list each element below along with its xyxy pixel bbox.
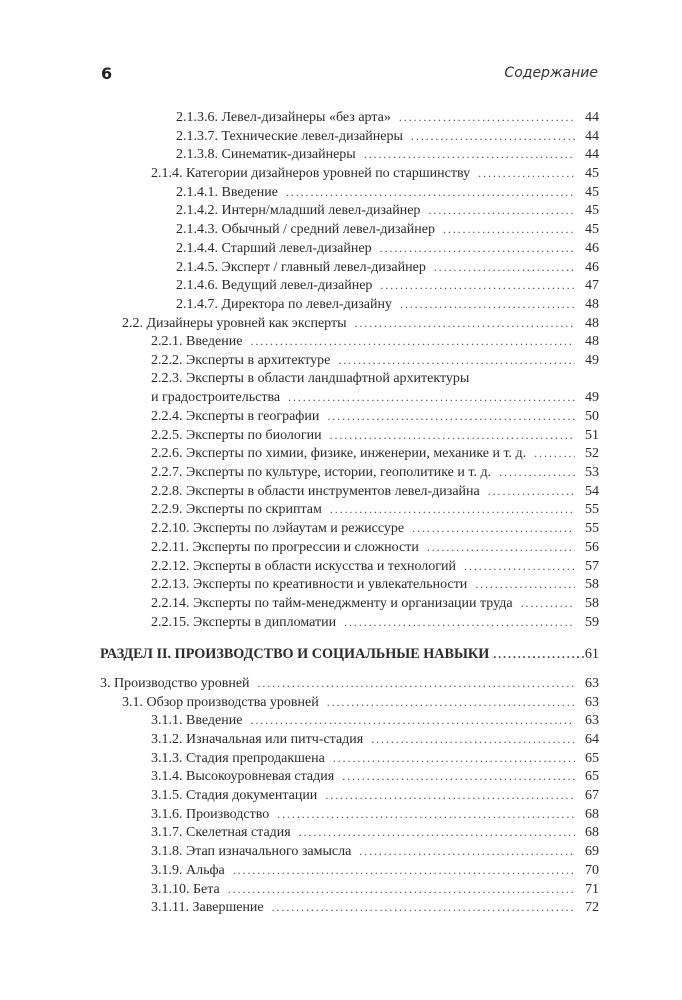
dot-leader <box>464 557 575 576</box>
toc-entry-title: 2.1.4.6. Ведущий левел-дизайнер <box>176 278 373 294</box>
toc-entry-page: 45 <box>585 203 599 219</box>
toc-entry-title: 2.2.8. Эксперты в области инструментов левел-дизайна <box>151 483 480 499</box>
dot-leader <box>400 295 575 314</box>
toc-entry-page: 63 <box>585 713 599 729</box>
toc-entry[interactable] <box>100 108 599 127</box>
toc-entry-title: 2.2.9. Эксперты по скриптам <box>151 502 322 518</box>
toc-entry[interactable] <box>100 500 599 519</box>
toc-entry[interactable] <box>100 767 599 786</box>
dot-leader <box>288 388 575 407</box>
dot-leader <box>380 239 575 258</box>
page-number: 6 <box>101 64 113 83</box>
toc-entry-title: 2.1.4.3. Обычный / средний левел-дизайнер <box>176 222 435 238</box>
dot-leader <box>443 220 575 239</box>
toc-entry-title: 3.1.10. Бета <box>151 881 220 897</box>
toc-entry-title: 2.2.11. Эксперты по прогрессии и сложности <box>151 539 419 555</box>
toc-entry[interactable] <box>100 426 599 445</box>
toc-entry-title: 3.1.3. Стадия препродакшена <box>151 750 325 766</box>
toc-entry-title: 2.2.12. Эксперты в области искусства и технологий <box>151 558 457 574</box>
dot-leader <box>488 482 575 501</box>
toc-entry-title: 2.2.14. Эксперты по тайм-менеджменту и организации труда <box>151 595 513 611</box>
toc-entry[interactable] <box>100 145 599 164</box>
dot-leader <box>478 164 575 183</box>
dot-leader <box>233 861 575 880</box>
toc-entry[interactable] <box>100 295 599 314</box>
toc-entry[interactable] <box>100 444 599 463</box>
toc-entry-page: 44 <box>585 110 599 125</box>
toc-entry-title: 3.1.11. Завершение <box>151 900 264 916</box>
toc-entry-title: 3.1.8. Этап изначального замысла <box>151 844 352 860</box>
toc-entry-page: 51 <box>585 427 599 443</box>
toc-entry-page: 44 <box>585 128 599 144</box>
running-head: Содержание <box>504 65 598 81</box>
toc-entry-page: 50 <box>585 409 599 424</box>
toc-entry[interactable] <box>100 749 599 768</box>
dot-leader <box>428 201 575 220</box>
dot-leader <box>534 444 575 463</box>
toc-entry-title: 3.1.6. Производство <box>151 806 270 822</box>
section-page: 61 <box>584 646 599 663</box>
toc-entry-title: 2.2.7. Эксперты по культуре, истории, геополитике и т. д. <box>151 465 492 481</box>
toc-entry-title: 2.2.6. Эксперты по химии, физике, инженерии, механике и т. д. <box>151 446 527 462</box>
toc-entry-title: 2.1.4.5. Эксперт / главный левел-дизайнер <box>176 259 426 275</box>
dot-leader <box>342 767 575 786</box>
dot-leader <box>327 407 575 426</box>
dot-leader <box>277 805 575 824</box>
toc-entry[interactable] <box>100 351 599 370</box>
toc-entry-title: 2.1.4.4. Старший левел-дизайнер <box>176 240 372 256</box>
toc-entry-title: 2.2.4. Эксперты в географии <box>151 409 320 424</box>
dot-leader <box>250 332 575 351</box>
toc-section-heading[interactable] <box>100 645 599 664</box>
toc-entry-title: 3.1.1. Введение <box>151 713 243 729</box>
toc-entry-page: 55 <box>585 502 599 518</box>
dot-leader <box>355 314 575 333</box>
toc-entry-page: 58 <box>585 595 599 611</box>
section-title: РАЗДЕЛ II. ПРОИЗВОДСТВО И СОЦИАЛЬНЫЕ НАВЫКИ <box>100 646 490 663</box>
toc-entry[interactable] <box>100 730 599 749</box>
toc-entry-page: 54 <box>585 483 599 499</box>
toc-entry-title: 2.1.3.6. Левел-дизайнеры «без арта» <box>176 110 391 125</box>
dot-leader <box>399 108 575 127</box>
toc-entry-page: 46 <box>585 240 599 256</box>
toc-entry[interactable] <box>100 823 599 842</box>
dot-leader <box>327 693 575 712</box>
toc-entry-page: 69 <box>585 844 599 860</box>
toc-entry-page: 55 <box>585 521 599 537</box>
toc-group-chapter-3 <box>100 674 599 917</box>
toc-entry[interactable] <box>100 258 599 277</box>
toc-entry-row <box>100 388 599 407</box>
toc-entry[interactable] <box>100 557 599 576</box>
dot-leader <box>250 711 575 730</box>
toc-entry-page: 45 <box>585 222 599 238</box>
toc-entry-title: 2.2.1. Введение <box>151 334 243 350</box>
dot-leader <box>371 730 575 749</box>
toc-entry[interactable] <box>100 880 599 899</box>
toc-entry-title: 2.1.4.7. Директора по левел-дизайну <box>176 296 392 312</box>
toc-entry[interactable] <box>100 674 599 693</box>
toc-group-chapter-2-2 <box>100 407 599 631</box>
dot-leader <box>272 898 575 917</box>
toc-entry[interactable] <box>100 332 599 351</box>
dot-leader <box>286 183 575 202</box>
toc-entry[interactable] <box>100 842 599 861</box>
toc-entry-title: 2.1.4.1. Введение <box>176 184 278 200</box>
dot-leader <box>380 276 575 295</box>
toc-entry-page: 48 <box>585 334 599 350</box>
toc-entry[interactable] <box>100 482 599 501</box>
toc-entry-page: 58 <box>585 577 599 593</box>
toc-entry[interactable] <box>100 575 599 594</box>
toc-entry-page: 71 <box>585 881 599 897</box>
toc-entry-page: 56 <box>585 539 599 555</box>
toc-entry-title-line2: и градостроительства <box>151 390 281 406</box>
toc-entry-page: 49 <box>585 352 599 368</box>
toc-entry-title: 2.2. Дизайнеры уровней как эксперты <box>122 315 347 331</box>
toc-entry-page: 45 <box>585 184 599 200</box>
toc-entry-page: 44 <box>585 147 599 163</box>
toc-entry-page: 65 <box>585 769 599 785</box>
toc-entry-title: 3.1.9. Альфа <box>151 862 225 878</box>
dot-leader <box>475 575 575 594</box>
toc-entry-page: 59 <box>585 614 599 630</box>
toc-entry[interactable] <box>100 693 599 712</box>
toc-entry-page: 64 <box>585 732 599 747</box>
dot-leader <box>359 842 575 861</box>
toc-entry[interactable] <box>100 127 599 146</box>
toc-entry-title: 2.2.5. Эксперты по биологии <box>151 427 322 443</box>
dot-leader <box>325 786 575 805</box>
dot-leader <box>521 594 575 613</box>
dot-leader <box>411 127 575 146</box>
dot-leader <box>228 880 575 899</box>
dot-leader <box>427 538 575 557</box>
toc-entry-title: 3.1.5. Стадия документации <box>151 788 318 804</box>
toc-entry[interactable] <box>100 898 599 917</box>
dot-leader <box>330 500 575 519</box>
dot-leader <box>493 645 585 664</box>
toc-entry-title: 2.2.13. Эксперты по креативности и увлекательности <box>151 577 468 593</box>
toc-entry-page: 70 <box>585 862 599 878</box>
toc-entry-title: 3.1.2. Изначальная или питч-стадия <box>151 732 364 747</box>
toc-entry-page: 48 <box>585 315 599 331</box>
toc-entry-page: 65 <box>585 750 599 766</box>
toc-entry-title: 3.1. Обзор производства уровней <box>122 694 319 710</box>
toc-entry[interactable] <box>100 786 599 805</box>
toc-entry-title: 2.2.15. Эксперты в дипломатии <box>151 614 337 630</box>
toc-entry-title: 2.1.3.7. Технические левел-дизайнеры <box>176 128 403 144</box>
toc-entry-page: 72 <box>585 900 599 916</box>
dot-leader <box>434 258 575 277</box>
dot-leader <box>499 463 575 482</box>
toc-entry-title: 2.1.4. Категории дизайнеров уровней по старшинству <box>151 166 471 182</box>
toc-entry[interactable] <box>100 519 599 538</box>
toc-entry[interactable] <box>100 276 599 295</box>
dot-leader <box>258 674 575 693</box>
dot-leader <box>333 749 575 768</box>
toc-entry[interactable] <box>100 538 599 557</box>
toc-entry-page: 68 <box>585 806 599 822</box>
toc-group-chapter-2-1 <box>100 108 599 370</box>
toc-entry-page: 63 <box>585 694 599 710</box>
toc-entry[interactable] <box>100 220 599 239</box>
toc-entry-page: 53 <box>585 465 599 481</box>
dot-leader <box>338 351 575 370</box>
toc-entry-page: 47 <box>585 278 599 294</box>
toc-entry-page: 63 <box>585 675 599 691</box>
dot-leader <box>299 823 575 842</box>
toc-entry-page: 45 <box>585 166 599 182</box>
dot-leader <box>330 426 575 445</box>
toc-entry-page: 52 <box>585 446 599 462</box>
toc-entry[interactable] <box>100 711 599 730</box>
toc-entry[interactable] <box>100 314 599 333</box>
toc-entry[interactable] <box>100 805 599 824</box>
toc-entry[interactable] <box>100 239 599 258</box>
toc-entry-title: 2.1.4.2. Интерн/младший левел-дизайнер <box>176 203 421 219</box>
toc-entry[interactable] <box>100 407 599 426</box>
toc-entry-page: 48 <box>585 296 599 312</box>
dot-leader <box>412 519 575 538</box>
table-of-contents <box>100 108 599 917</box>
toc-entry-page: 49 <box>585 390 599 406</box>
toc-entry[interactable] <box>100 861 599 880</box>
toc-entry-page: 67 <box>585 788 599 804</box>
toc-entry-title: 2.2.10. Эксперты по лэйаутам и режиссуре <box>151 521 405 537</box>
toc-entry-title-line1: 2.2.3. Эксперты в области ландшафтной архитектуры <box>151 370 470 386</box>
toc-entry-title: 2.1.3.8. Синематик-дизайнеры <box>176 147 356 163</box>
dot-leader <box>344 613 575 632</box>
dot-leader <box>364 145 575 164</box>
toc-entry[interactable] <box>100 613 599 632</box>
toc-entry[interactable] <box>100 183 599 202</box>
toc-entry-title: 2.2.2. Эксперты в архитектуре <box>151 352 331 368</box>
toc-entry[interactable] <box>100 463 599 482</box>
toc-entry[interactable] <box>100 594 599 613</box>
toc-entry[interactable] <box>100 370 599 407</box>
toc-entry[interactable] <box>100 164 599 183</box>
toc-entry[interactable] <box>100 201 599 220</box>
toc-entry-title: 3. Производство уровней <box>100 675 250 691</box>
toc-entry-page: 68 <box>585 825 599 841</box>
toc-entry-page: 57 <box>585 558 599 574</box>
toc-entry-page: 46 <box>585 259 599 275</box>
toc-entry-title: 3.1.7. Скелетная стадия <box>151 825 291 841</box>
toc-entry-title: 3.1.4. Высокоуровневая стадия <box>151 769 335 785</box>
